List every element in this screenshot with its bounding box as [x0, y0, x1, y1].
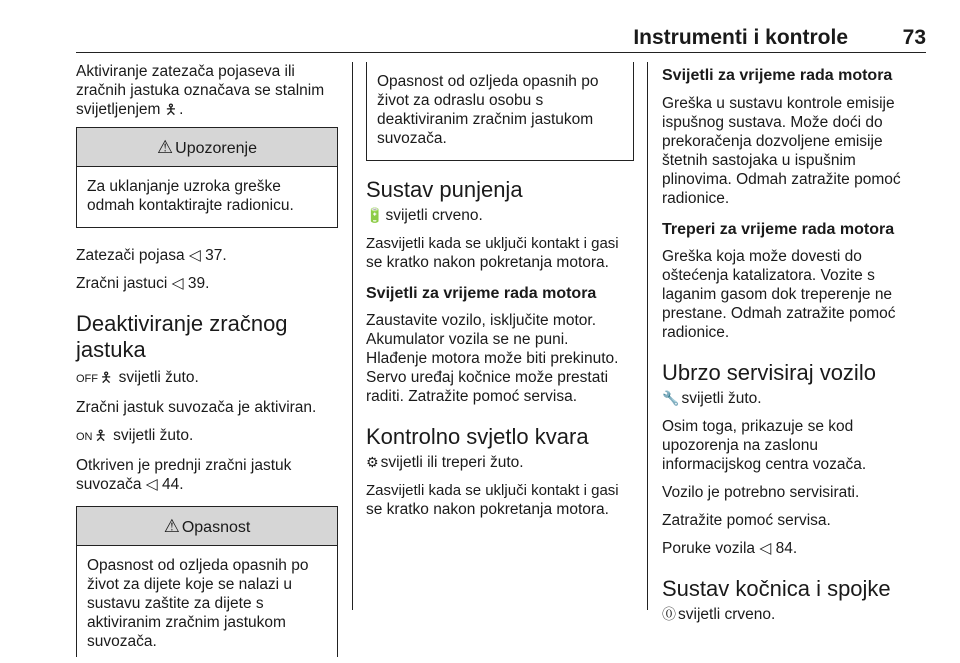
danger-box [76, 506, 338, 657]
service-status: 🔧 svijetli žuto. [662, 390, 762, 407]
subheading-flashing: Treperi za vrijeme rada motora [662, 221, 895, 238]
warning-header: ⚠ Upozorenje [77, 128, 337, 167]
danger-body: Opasnost od ozljeda opasnih po život za dijete koje se nalazi u sustavu zaštite za dijete s aktiviranim zračnim jastukom suvozača. [87, 557, 309, 650]
section-title-brake-clutch: Sustav kočnica i spojke [662, 576, 891, 601]
warning-box [76, 127, 338, 228]
column-1: Aktiviranje zatezača pojaseva ili zračnih jastuka označava se stalnim svijetljenjem 🯅 . ⚠ Upozorenje Za uklanjanje uzroka greške odmah kontaktirajte radionicu. Zatezači pojasa ◁ 37. Zračni jastuci ◁ 39. Deaktiviranje zračnog jastuka OFF 🯅 svijetli žuto. Zračni jastuk suvozača je aktiviran. ON 🯅 svijetli žuto. Otkriven je prednji zračni jastuk suvozača ◁ 44. ⚠ Opasnost Opasnost od ozljeda opasnih po život za dijete koje se nalazi u sustavu zaštite za dijete s aktiviranim zračnim jastukom suvozača. [76, 62, 338, 657]
airbag-person-icon: 🯅 [164, 101, 178, 117]
intro-line: Aktiviranje zatezača pojaseva ili [76, 63, 295, 80]
warning-triangle-icon: ⚠ [157, 137, 174, 157]
column-divider-2 [647, 62, 648, 610]
section-title-malfunction-light: Kontrolno svjetlo kvara [366, 424, 589, 449]
brake-warning-icon: ⓪ [662, 606, 676, 622]
battery-icon: 🔋 [366, 207, 384, 223]
subheading-engine-running: Svijetli za vrijeme rada motora [662, 67, 893, 84]
header-rule [76, 52, 926, 53]
wrench-car-icon: 🔧 [662, 390, 680, 406]
page-ref-arrow-icon: ◁ [145, 476, 158, 493]
airbag-off-status: OFF 🯅 svijetli žuto. [76, 369, 199, 386]
airbag-on-icon: ON [76, 431, 93, 443]
section-title-service-soon: Ubrzo servisiraj vozilo [662, 360, 876, 385]
danger-box-continued: Opasnost od ozljeda opasnih po život za odraslu osobu s deaktiviranim zračnim jastukom suvozača. [366, 62, 634, 161]
page-ref-arrow-icon: ◁ [759, 540, 772, 557]
ref-airbags: Zračni jastuci ◁ 39. [76, 275, 210, 292]
ref-belt-tensioners: Zatezači pojasa ◁ 37. [76, 247, 227, 264]
column-3: Svijetli za vrijeme rada motora Greška u sustavu kontrole emisije ispušnog sustava. Može doći do prekoračenja dozvoljene emisije štetnih sastojaka u ispušnim plinovima. Odmah zatražite pomoć radionice. Treperi za vrijeme rada motora Greška koja može dovesti do oštećenja katalizatora. Vozite s laganim gasom dok treperenje ne prestane. Odmah zatražite pomoć radionice. Ubrzo servisiraj vozilo 🔧 svijetli žuto. Osim toga, prikazuje se kod upozorenja na zaslonu informacijskog centra vozača. Vozilo je potrebno servisirati. Zatražite pomoć servisa. Poruke vozila ◁ 84. Sustav kočnica i spojke ⓪ svijetli crveno. [662, 62, 930, 624]
section-title-airbag-deactivation: Deaktiviranje zračnog [76, 311, 288, 336]
airbag-person-icon: 🯅 [94, 427, 107, 443]
airbag-person-icon: 🯅 [100, 369, 113, 385]
page-header [76, 26, 926, 50]
airbag-on-status: ON 🯅 svijetli žuto. [76, 427, 194, 444]
intro-line: zračnih jastuka označava se stalnim [76, 82, 325, 99]
brake-status: ⓪ svijetli crveno. [662, 606, 776, 623]
charging-status: 🔋 svijetli crveno. [366, 207, 483, 224]
subheading-engine-running: Svijetli za vrijeme rada motora [366, 285, 597, 302]
column-divider-1 [352, 62, 353, 610]
section-title-airbag-deactivation-2: jastuka [76, 337, 146, 362]
page-ref-arrow-icon: ◁ [171, 275, 184, 292]
page-number: 73 [902, 26, 926, 49]
section-title-charging-system: Sustav punjenja [366, 177, 523, 202]
page-ref-arrow-icon: ◁ [188, 247, 201, 264]
column-2: Opasnost od ozljeda opasnih po život za odraslu osobu s deaktiviranim zračnim jastukom suvozača. Sustav punjenja 🔋 svijetli crveno. Zasvijetli kada se uključi kontakt i gasi se kratko nakon pokretanja motora. Svijetli za vrijeme rada motora Zaustavite vozilo, isključite motor. Akumulator vozila se ne puni. Hlađenje motora može biti prekinuto. Servo uređaj kočnice može prestati raditi. Zatražite pomoć servisa. Kontrolno svjetlo kvara ⚙ svijetli ili treperi žuto. Zasvijetli kada se uključi kontakt i gasi se kratko nakon pokretanja motora. [366, 62, 634, 519]
warning-body: Za uklanjanje uzroka greške odmah kontaktirajte radionicu. [87, 178, 294, 214]
engine-icon: ⚙ [366, 454, 379, 470]
danger-header: ⚠ Opasnost [77, 507, 337, 546]
intro-line: svijetljenjem 🯅 . [76, 101, 184, 118]
malfunction-status: ⚙ svijetli ili treperi žuto. [366, 454, 524, 471]
airbag-off-icon: OFF [76, 373, 98, 385]
ref-vehicle-messages: Poruke vozila ◁ 84. [662, 540, 798, 557]
header-title: Instrumenti i kontrole [633, 26, 848, 49]
warning-triangle-icon: ⚠ [163, 516, 180, 536]
